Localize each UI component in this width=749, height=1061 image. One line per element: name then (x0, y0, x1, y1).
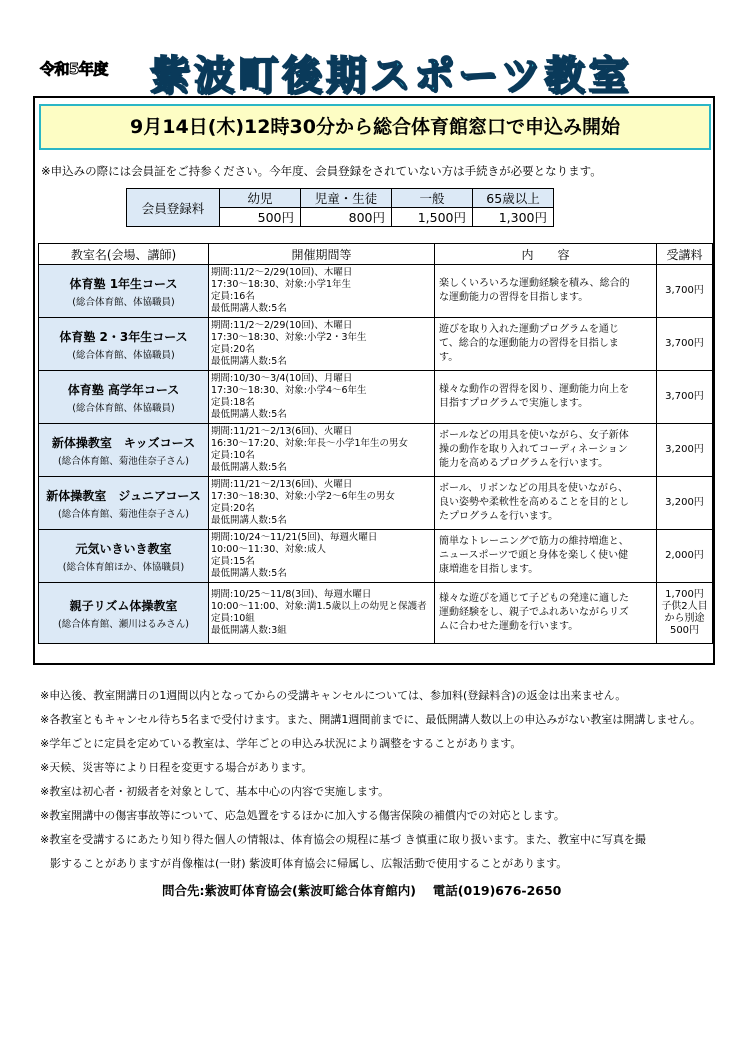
fee-value: 1,500円 (392, 208, 473, 227)
price-cell (657, 477, 713, 530)
page-title (0, 44, 749, 99)
header-period: 開催期間等 (209, 244, 435, 265)
notes-list (40, 684, 701, 876)
class-name-cell (39, 318, 209, 371)
content-line: 簡単なトレーニングで筋力の維持増進と、 (439, 536, 629, 547)
period-line: 17:30～18:30、対象:小学2・3年生 (211, 331, 367, 343)
period-cell (209, 477, 435, 530)
content-line: ニュースポーツで頭と身体を楽しく使い健 (439, 550, 629, 561)
class-venue: (総合体育館、体協職員) (72, 402, 175, 414)
header-fee: 受講料 (657, 244, 713, 265)
period-line: 期間:11/2～2/29(10回)、木曜日 (211, 319, 353, 331)
content-cell (435, 530, 657, 583)
class-name: 体育塾 2・3年生コース (59, 329, 188, 344)
period-line: 最低開講人数:5名 (211, 462, 287, 474)
content-line: 様々な動作の習得を図り、運動能力向上を (439, 384, 629, 395)
note-item: ※各教室ともキャンセル待ち5名まで受付けます。また、開講1週間前までに、最低開講人数以上の申込みがない教室は開講しません。 (40, 713, 701, 726)
content-line: 楽しくいろいろな運動経験を積み、総合的 (439, 278, 630, 289)
schedule-table (38, 243, 713, 644)
price-line: 3,700円 (665, 391, 704, 402)
content-line: 遊びを取り入れた運動プログラムを通じ (439, 324, 619, 335)
period-cell (209, 583, 435, 644)
price-line: 3,700円 (665, 285, 704, 296)
period-line: 最低開講人数:5名 (211, 568, 287, 580)
price-cell (657, 530, 713, 583)
fee-header: 一般 (392, 189, 473, 208)
content-line: ムに合わせた運動を行います。 (439, 621, 579, 632)
class-venue: (総合体育館、菊池佳奈子さん) (58, 455, 189, 467)
class-venue: (総合体育館、菊池佳奈子さん) (58, 508, 189, 520)
table-row (39, 583, 713, 644)
content-cell (435, 477, 657, 530)
content-line: す。 (439, 352, 459, 363)
header-content: 内 容 (435, 244, 657, 265)
note-item: ※天候、災害等により日程を変更する場合があります。 (40, 761, 313, 774)
class-name-cell (39, 583, 209, 644)
content-line: な運動能力の習得を目指します。 (439, 292, 589, 303)
table-row (39, 371, 713, 424)
period-line: 期間:10/30～3/4(10回)、月曜日 (211, 372, 353, 384)
price-line: から別途 (664, 613, 705, 624)
period-line: 17:30～18:30、対象:小学1年生 (211, 278, 351, 290)
class-name: 親子リズム体操教室 (69, 598, 178, 613)
note-item: ※教室開講中の傷害事故等について、応急処置をするほかに加入する傷害保険の補償内での対応とします。 (40, 809, 565, 822)
content-cell (435, 318, 657, 371)
period-line: 定員:20名 (211, 344, 255, 355)
title-year: 令和5年度 (40, 60, 108, 78)
application-banner: 9月14日(木)12時30分から総合体育館窓口で申込み開始 (39, 104, 711, 150)
fee-value: 1,300円 (473, 208, 554, 227)
content-line: 良い姿勢や柔軟性を高めることを目的とし (439, 497, 629, 508)
period-line: 最低開講人数:5名 (211, 356, 287, 368)
class-venue: (総合体育館ほか、体協職員) (62, 561, 185, 573)
table-row (39, 530, 713, 583)
content-line: 様々な遊びを通じて子どもの発達に適した (439, 593, 629, 604)
note-item: ※教室は初心者・初級者を対象として、基本中心の内容で実施します。 (40, 785, 390, 798)
class-name: 新体操教室 ジュニアコース (46, 488, 201, 503)
period-line: 定員:18名 (211, 397, 255, 408)
period-cell (209, 265, 435, 318)
period-line: 16:30～17:20、対象:年長～小学1年生の男女 (211, 437, 409, 449)
period-line: 期間:11/21～2/13(6回)、火曜日 (211, 478, 353, 490)
content-cell (435, 583, 657, 644)
content-line: 能力を高めるプログラムを行います。 (439, 458, 609, 469)
table-row (39, 265, 713, 318)
period-cell (209, 530, 435, 583)
period-line: 17:30～18:30、対象:小学2～6年生の男女 (211, 490, 396, 502)
period-line: 定員:10組 (211, 613, 255, 624)
fee-header: 幼児 (220, 189, 301, 208)
period-line: 定員:15名 (211, 556, 255, 567)
period-cell (209, 318, 435, 371)
price-line: 子供2人目 (661, 601, 708, 612)
price-line: 1,700円 (665, 589, 704, 600)
fee-value: 500円 (220, 208, 301, 227)
content-line: 康増進を目指します。 (439, 564, 539, 575)
price-cell (657, 318, 713, 371)
price-line: 2,000円 (665, 550, 704, 561)
period-cell (209, 424, 435, 477)
content-line: て、総合的な運動能力の習得を目指しま (439, 338, 619, 349)
price-line: 500円 (669, 625, 700, 636)
contact-info: 問合先:紫波町体育協会(紫波町総合体育館内) 電話(019)676-2650 (162, 883, 562, 898)
class-name-cell (39, 477, 209, 530)
price-line: 3,200円 (665, 497, 704, 508)
content-cell (435, 424, 657, 477)
table-row (39, 477, 713, 530)
class-name-cell (39, 530, 209, 583)
class-name: 元気いきいき教室 (75, 541, 172, 556)
note-item: ※申込後、教室開講日の1週間以内となってからの受講キャンセルについては、参加料(登録料含)の返金は出来ません。 (40, 689, 627, 702)
period-line: 最低開講人数:5名 (211, 515, 287, 527)
period-line: 定員:16名 (211, 291, 255, 302)
content-line: ボール、リボンなどの用具を使いながら、 (439, 483, 628, 494)
table-row (39, 424, 713, 477)
class-venue: (総合体育館、体協職員) (72, 296, 175, 308)
price-cell (657, 424, 713, 477)
period-line: 期間:11/2～2/29(10回)、木曜日 (211, 266, 353, 278)
period-line: 最低開講人数:5名 (211, 303, 287, 315)
price-cell (657, 265, 713, 318)
period-line: 定員:20名 (211, 503, 255, 514)
fee-value: 800円 (301, 208, 392, 227)
period-line: 10:00～11:00、対象:満1.5歳以上の幼児と保護者 (211, 600, 427, 612)
note-item: ※教室を受講するにあたり知り得た個人の情報は、体育協会の規程に基づ き慎重に取り扱います。また、教室中に写真を撮 (40, 833, 646, 846)
period-line: 定員:10名 (211, 450, 255, 461)
title-main: 紫波町後期スポーツ教室 (150, 53, 633, 99)
period-line: 最低開講人数:5名 (211, 409, 287, 421)
period-line: 期間:11/21～2/13(6回)、火曜日 (211, 425, 353, 437)
class-name-cell (39, 371, 209, 424)
class-name: 体育塾 高学年コース (67, 382, 180, 397)
schedule-header-row (39, 244, 713, 265)
membership-note: ※申込みの際には会員証をご持参ください。今年度、会員登録をされていない方は手続きが必要となります。 (41, 164, 602, 178)
class-venue: (総合体育館、体協職員) (72, 349, 175, 361)
membership-fee-table (126, 188, 554, 227)
header-class-name: 教室名(会場、講師) (39, 244, 209, 265)
price-line: 3,200円 (665, 444, 704, 455)
content-line: 操の動作を取り入れてコーディネーション (439, 444, 628, 455)
price-cell (657, 371, 713, 424)
price-line: 3,700円 (665, 338, 704, 349)
class-name-cell (39, 424, 209, 477)
fee-header: 65歳以上 (473, 189, 554, 208)
content-line: ボールなどの用具を使いながら、女子新体 (439, 430, 629, 441)
class-name: 新体操教室 キッズコース (51, 435, 196, 450)
content-line: 目指すプログラムで実施します。 (439, 398, 589, 409)
period-cell (209, 371, 435, 424)
class-name: 体育塾 1年生コース (69, 276, 178, 291)
content-cell (435, 371, 657, 424)
class-name-cell (39, 265, 209, 318)
note-item: ※学年ごとに定員を定めている教室は、学年ごとの申込み状況により調整をすることがあります。 (40, 737, 522, 750)
period-line: 期間:10/25～11/8(3回)、毎週水曜日 (211, 588, 372, 600)
class-venue: (総合体育館、瀬川はるみさん) (58, 618, 189, 630)
price-cell (657, 583, 713, 644)
table-row (39, 318, 713, 371)
period-line: 10:00～11:30、対象:成人 (211, 543, 326, 555)
fee-label: 会員登録料 (127, 189, 220, 227)
period-line: 17:30～18:30、対象:小学4～6年生 (211, 384, 367, 396)
note-item: 影することがありますが肖像権は(一財) 紫波町体育協会に帰属し、広報活動で使用することがあります。 (50, 857, 568, 870)
fee-header: 児童・生徒 (301, 189, 392, 208)
content-line: 運動経験をし、親子でふれあいながらリズ (439, 607, 629, 618)
period-line: 期間:10/24～11/21(5回)、毎週火曜日 (211, 531, 378, 543)
content-cell (435, 265, 657, 318)
period-line: 最低開講人数:3組 (211, 625, 287, 637)
content-line: たプログラムを行います。 (439, 511, 559, 522)
